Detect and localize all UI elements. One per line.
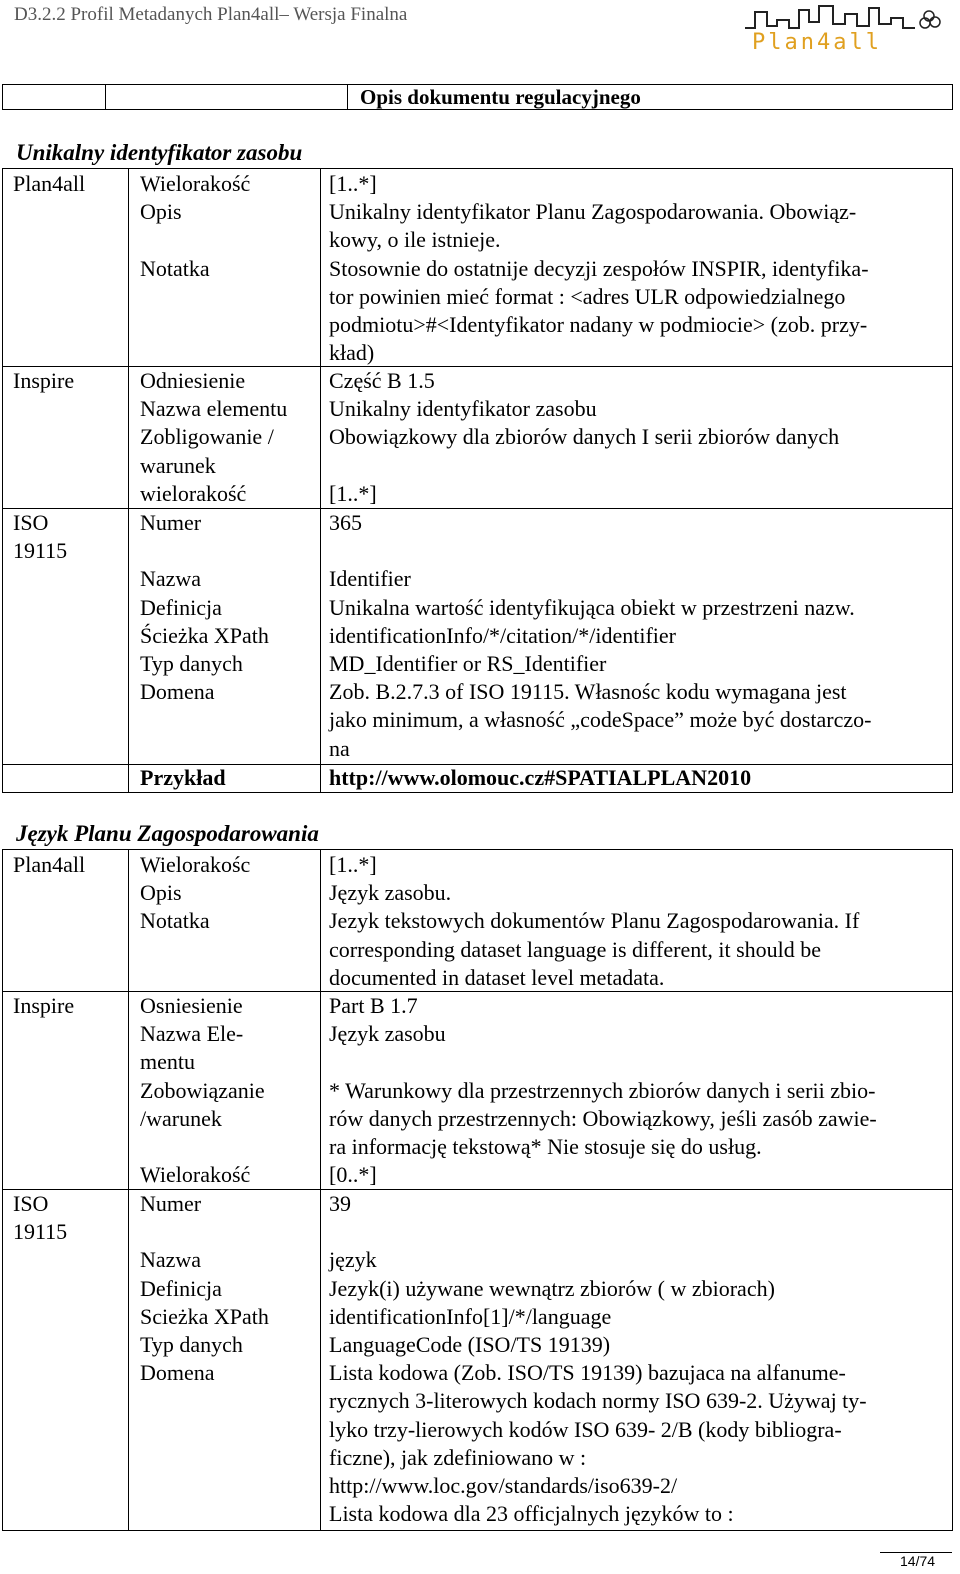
field-value: tor powinien mieć format : <adres ULR odpowiedzialnego [329,283,846,309]
field-label: Nazwa [140,1247,202,1273]
regulatory-doc-header-box [2,84,953,110]
field-label: Nazwa [140,566,202,592]
field-value: http://www.loc.gov/standards/iso639-2/ [329,1472,678,1498]
field-value: ra informację tekstową* Nie stosuje się do usług. [329,1133,762,1159]
field-value: [1..*] [329,480,377,506]
field-value: identificationInfo[1]/*/language [329,1303,612,1329]
field-value: [1..*] [329,852,377,877]
field-label: warunek [140,452,216,478]
field-label: Ścieżka XPath [140,622,269,648]
field-label [140,1133,265,1161]
field-label: Definicja [140,594,222,620]
field-value: 39 [329,1191,351,1216]
field-value: Identifier [329,566,411,592]
field-label: Notatka [140,255,210,281]
row-label-iso: ISO [13,1191,49,1216]
field-label: Opis [140,199,182,225]
field-value: Obowiązkowy dla zbiorów danych I serii zbiorów danych [329,424,840,450]
row-label-inspire: Inspire [13,993,75,1018]
field-label: Osniesienie [140,993,243,1018]
field-value: Unikalny identyfikator zasobu [329,396,597,422]
table-row-iso [3,508,952,765]
field-value: Unikalna wartość identyfikująca obiekt w przestrzeni nazw. [329,594,855,620]
table-row-iso [3,1189,952,1531]
field-label: Scieżka XPath [140,1303,269,1329]
field-value: Część B 1.5 [329,368,435,393]
field-label [140,537,269,565]
field-label: wielorakość [140,480,247,506]
field-value: Unikalny identyfikator Planu Zagospodarowania. Obowiąz- [329,199,857,225]
field-value: ficzne), jak zdefiniowano w : [329,1444,587,1470]
row-label-inspire: Inspire [13,368,75,393]
field-value: MD_Identifier or RS_Identifier [329,650,607,676]
row-label-iso: ISO [13,510,49,535]
field-label: Definicja [140,1275,222,1301]
field-value: Part B 1.7 [329,993,418,1018]
field-value [329,1048,944,1076]
field-value: na [329,735,350,761]
field-value: Jezyk tekstowych dokumentów Planu Zagospodarowania. If [329,908,860,934]
table-row-plan4all [3,850,952,992]
row-label-plan4all: Plan4all [13,852,86,877]
regulatory-doc-title: Opis dokumentu regulacyjnego [360,85,641,109]
field-value: Język zasobu. [329,880,452,906]
field-value [329,537,944,565]
field-label: Nazwa elementu [140,396,288,422]
section-title-language: Język Planu Zagospodarowania [16,821,319,846]
field-label: Zobowiązanie [140,1077,265,1103]
field-label: /warunek [140,1105,222,1131]
row-label-iso-number: 19115 [13,538,68,564]
field-value: Stosownie do ostatnije decyzji zespołów INSPIR, identyfika- [329,255,869,281]
field-value: corresponding dataset language is different, it should be [329,936,822,962]
field-label: Domena [140,679,215,705]
field-label: Numer [140,1191,202,1216]
field-value: kład) [329,340,375,366]
field-label: Typ danych [140,1331,243,1357]
logo-text: Plan4all [752,30,882,55]
field-value [329,1218,944,1246]
field-label: Notatka [140,908,210,934]
field-value: identificationInfo/*/citation/*/identifier [329,622,677,648]
example-label: Przykład [140,765,226,790]
field-label: mentu [140,1049,195,1075]
field-value: Jezyk(i) używane wewnątrz zbiorów ( w zbiorach) [329,1275,775,1301]
table-row-inspire [3,991,952,1190]
field-label: Numer [140,510,202,535]
page-number: 14/74 [900,1553,936,1569]
field-value: Zob. B.2.7.3 of ISO 19115. Własnośc kodu wymagana jest [329,679,847,705]
field-label: Nazwa Ele- [140,1021,244,1047]
field-value: 365 [329,510,362,535]
field-value: * Warunkowy dla przestrzennych zbiorów danych i serii zbio- [329,1077,876,1103]
field-label: Wielorakość [140,1162,251,1188]
field-label: Odniesienie [140,368,246,393]
field-label [140,1218,269,1246]
language-table [2,849,953,1531]
table-row-plan4all [3,169,952,367]
table-row-example [3,764,952,793]
field-value: Lista kodowa (Zob. ISO/TS 19139) bazujaca na alfanume- [329,1360,846,1386]
field-value: [0..*] [329,1162,377,1188]
row-label-iso-number: 19115 [13,1219,68,1245]
section-title-unique-id: Unikalny identyfikator zasobu [16,140,303,165]
example-url: http://www.olomouc.cz#SPATIALPLAN2010 [329,765,752,790]
field-label [140,226,250,254]
table-row-inspire [3,366,952,509]
field-value: rów danych przestrzennych: Obowiązkowy, jeśli zasób zawie- [329,1105,877,1131]
field-value: Język zasobu [329,1021,446,1047]
field-value: rycznych 3-literowych kodach normy ISO 639-2. Używaj ty- [329,1388,867,1414]
field-label: Wielorakość [140,171,251,196]
field-value: kowy, o ile istnieje. [329,227,501,253]
field-value: lyko trzy-lierowych kodów ISO 639- 2/B (kody bibliogra- [329,1416,842,1442]
field-value: LanguageCode (ISO/TS 19139) [329,1331,611,1357]
field-value: Lista kodowa dla 23 officjalnych języków to : [329,1501,734,1527]
field-value [329,452,944,480]
field-label: Zobligowanie / [140,424,274,450]
row-label-plan4all: Plan4all [13,171,86,196]
field-value: podmiotu>#<Identyfikator nadany w podmiocie> (zob. przy- [329,311,868,337]
unique-id-table [2,168,953,793]
field-label: Domena [140,1360,215,1386]
field-value: język [329,1247,377,1273]
field-value: [1..*] [329,171,377,196]
field-label: Wielorakośc [140,852,251,877]
field-label: Typ danych [140,650,243,676]
field-label: Opis [140,880,182,906]
field-value: jako minimum, a własność „codeSpace” może być dostarczo- [329,707,872,733]
document-header-title: D3.2.2 Profil Metadanych Plan4all– Wersja Finalna [14,4,408,25]
field-value: documented in dataset level metadata. [329,964,665,990]
